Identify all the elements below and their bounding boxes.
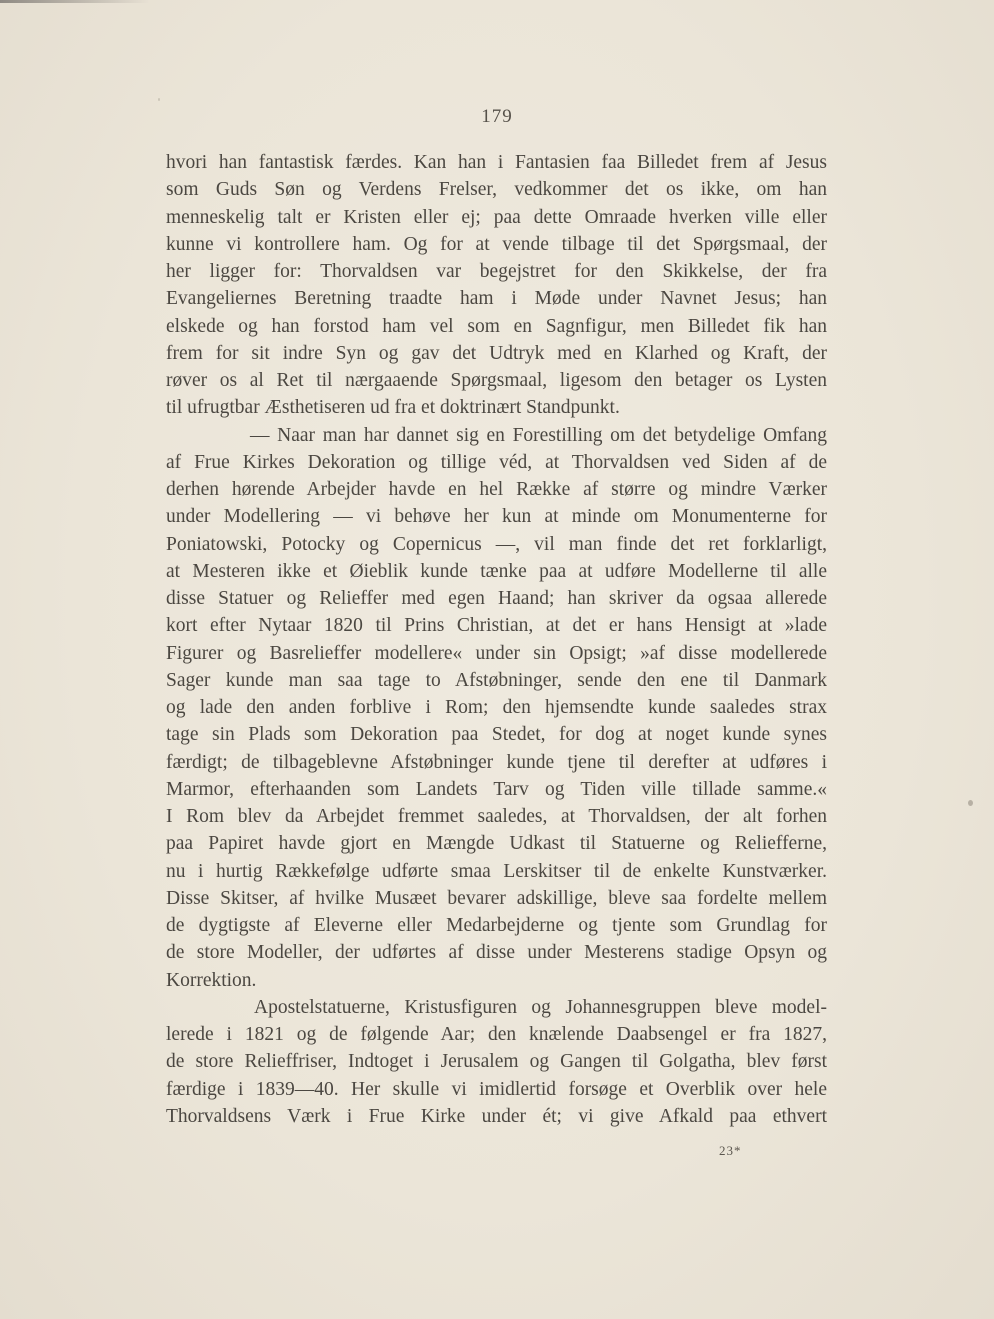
text-line: her ligger for: Thorvaldsen var begejstret for den Skikkelse, der fra bbox=[166, 261, 827, 282]
text-line: derhen hørende Arbejder havde en hel Række af større og mindre Værker bbox=[166, 479, 827, 500]
text-line: af Frue Kirkes Dekoration og tillige véd, at Thorvaldsen ved Siden af de bbox=[166, 451, 827, 473]
text-line: under Modellering — vi behøve her kun at minde om Monumenterne for bbox=[166, 506, 827, 528]
text-line: Disse Skitser, af hvilke Musæet bevarer adskillige, bleve saa fordelte mellem bbox=[166, 887, 827, 909]
paragraph-end-line: Korrektion. bbox=[166, 969, 257, 991]
signature-mark: 23* bbox=[719, 1143, 742, 1158]
text-line: disse Statuer og Relieffer med egen Haand; han skriver da ogsaa allerede bbox=[166, 588, 827, 609]
text-line: og lade den anden forblive i Rom; den hjemsendte kunde saaledes strax bbox=[166, 697, 827, 718]
text-line: Apostelstatuerne, Kristusfiguren og Johannesgruppen bleve model- bbox=[254, 996, 827, 1018]
text-line: at Mesteren ikke et Øieblik kunde tænke paa at udføre Modellerne til alle bbox=[166, 560, 827, 582]
text-line: kunne vi kontrollere ham. Og for at vende tilbage til det Spørgsmaal, der bbox=[166, 233, 827, 255]
text-line: færdigt; de tilbageblevne Afstøbninger kunde tjene til derefter at udføres i bbox=[166, 751, 827, 773]
text-line: røver os al Ret til nærgaaende Spørgsmaal, ligesom den betager os Lysten bbox=[166, 370, 827, 391]
text-line: tage sin Plads som Dekoration paa Stedet, for dog at noget kunde synes bbox=[166, 724, 827, 746]
text-line: Figurer og Basrelieffer modellere« under sin Opsigt; »af disse modellerede bbox=[166, 642, 827, 664]
text-line: menneskelig talt er Kristen eller ej; paa dette Omraade hverken ville eller bbox=[166, 206, 827, 228]
text-line: lerede i 1821 og de følgende Aar; den knælende Daabsengel er fra 1827, bbox=[166, 1024, 827, 1045]
text-line: Thorvaldsens Værk i Frue Kirke under ét; vi give Afkald paa ethvert bbox=[166, 1105, 827, 1127]
page-number: 179 bbox=[481, 106, 513, 127]
text-line: nu i hurtig Rækkefølge udførte smaa Lerskitser til de enkelte Kunstværker. bbox=[166, 860, 827, 882]
text-line: de store Modeller, der udførtes af disse under Mesterens stadige Opsyn og bbox=[166, 942, 827, 964]
text-line: hvori han fantastisk færdes. Kan han i Fantasien faa Billedet frem af Jesus bbox=[166, 152, 827, 173]
paragraph-end-line: til ufrugtbar Æsthetiseren ud fra et doktrinært Standpunkt. bbox=[166, 397, 620, 419]
text-line: de dygtigste af Eleverne eller Medarbejderne og tjente som Grundlag for bbox=[166, 915, 827, 936]
scan-edge-rule bbox=[0, 0, 150, 3]
text-line: Sager kunde man saa tage to Afstøbninger, sende den ene til Danmark bbox=[166, 669, 827, 691]
text-line: som Guds Søn og Verdens Frelser, vedkommer det os ikke, om han bbox=[166, 179, 827, 201]
text-line: — Naar man har dannet sig en Forestilling om det betydelige Omfang bbox=[250, 424, 827, 446]
body-text bbox=[166, 149, 827, 1130]
text-line: paa Papiret havde gjort en Mængde Udkast til Statuerne og Reliefferne, bbox=[166, 833, 827, 855]
text-line: Marmor, efterhaanden som Landets Tarv og Tiden ville tillade samme.« bbox=[166, 778, 827, 800]
text-line: færdige i 1839—40. Her skulle vi imidlertid forsøge et Overblik over hele bbox=[166, 1078, 827, 1100]
text-line: kort efter Nytaar 1820 til Prins Christian, at det er hans Hensigt at »lade bbox=[166, 615, 827, 637]
text-line: de store Relieffriser, Indtoget i Jerusalem og Gangen til Golgatha, blev først bbox=[166, 1051, 827, 1073]
paper-speck bbox=[968, 800, 973, 806]
text-line: frem for sit indre Syn og gav det Udtryk med en Klarhed og Kraft, der bbox=[166, 342, 827, 364]
text-line: Poniatowski, Potocky og Copernicus —, vil man finde det ret forklarligt, bbox=[166, 533, 827, 555]
text-line: I Rom blev da Arbejdet fremmet saaledes, at Thorvaldsen, der alt forhen bbox=[166, 806, 827, 827]
text-line: elskede og han forstod ham vel som en Sagnfigur, men Billedet fik han bbox=[166, 315, 827, 337]
paper-speck bbox=[158, 98, 160, 101]
text-line: Evangeliernes Beretning traadte ham i Møde under Navnet Jesus; han bbox=[166, 288, 827, 310]
